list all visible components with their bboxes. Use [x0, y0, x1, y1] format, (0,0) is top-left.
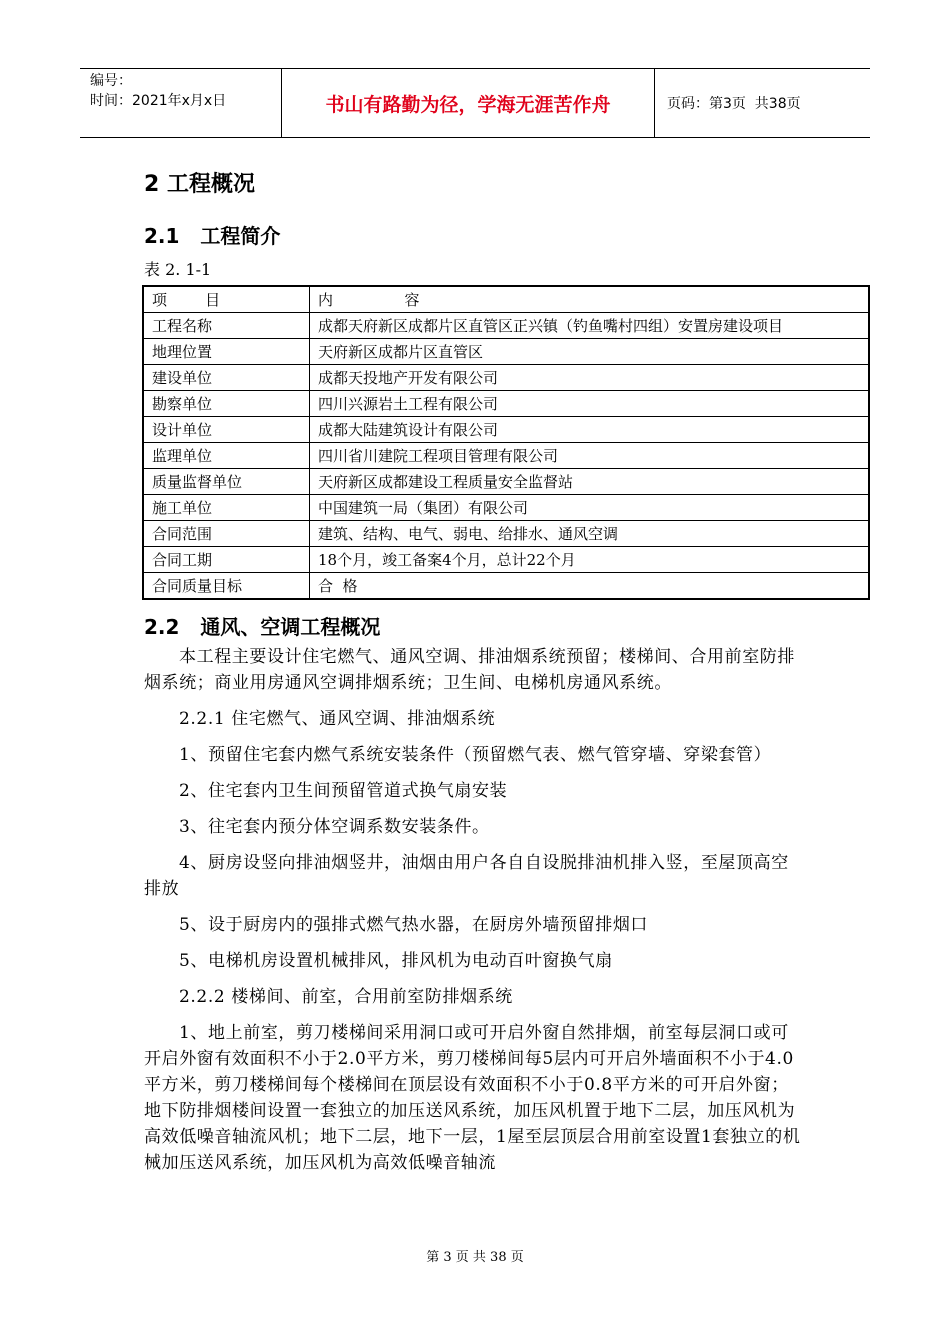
table-cell-content: 中国建筑一局（集团）有限公司: [310, 495, 870, 521]
project-info-table: [142, 285, 870, 600]
header-meta: [80, 69, 282, 137]
page-footer: 第 3 页 共 38 页: [426, 1250, 524, 1265]
section-title: 2 工程概况: [144, 172, 255, 197]
table-row: [143, 495, 869, 521]
header-page-info: 页码：第3页 共38页: [667, 96, 801, 112]
table-row: [143, 365, 869, 391]
table-cell-item: 质量监督单位: [143, 469, 310, 495]
subsection-2-2-1-title: 2.2.1 住宅燃气、通风空调、排油烟系统: [179, 709, 496, 729]
header-motto: 书山有路勤为径，学海无涯苦作舟: [282, 69, 655, 137]
document-time-label: 时间：2021年x月x日: [90, 93, 227, 109]
section-2-1-title: 2.1 工程简介: [144, 224, 281, 248]
page-header: [80, 68, 870, 138]
section-2-2-intro: 本工程主要设计住宅燃气、通风空调、排油烟系统预留；楼梯间、合用前室防排烟系统；商业用房通风空调排烟系统；卫生间、电梯机房通风系统。: [144, 647, 795, 693]
table-cell-content: 天府新区成都建设工程质量安全监督站: [310, 469, 870, 495]
document-body: [144, 165, 806, 1176]
table-row: [143, 573, 869, 600]
table-row: [143, 443, 869, 469]
table-cell-content: 内 容: [310, 286, 870, 313]
subsection-2-2-2-title: 2.2.2 楼梯间、前室，合用前室防排烟系统: [179, 987, 513, 1007]
table-cell-content: 合 格: [310, 573, 870, 600]
table-row: [143, 339, 869, 365]
table-cell-content: 建筑、结构、电气、弱电、给排水、通风空调: [310, 521, 870, 547]
document-number-label: 编号：: [90, 73, 132, 89]
table-cell-item: 合同范围: [143, 521, 310, 547]
list-item: 2、住宅套内卫生间预留管道式换气扇安装: [179, 781, 508, 801]
table-cell-content: 18个月，竣工备案4个月，总计22个月: [310, 547, 870, 573]
list-item: 5、电梯机房设置机械排风，排风机为电动百叶窗换气扇: [179, 951, 613, 971]
table-cell-item: 合同质量目标: [143, 573, 310, 600]
table-row: [143, 313, 869, 339]
table-cell-item: 施工单位: [143, 495, 310, 521]
subsection-2-2-2-paragraph: 1、地上前室，剪刀楼梯间采用洞口或可开启外窗自然排烟，前室每层洞口或可开启外窗有效面积不小于2.0平方米，剪刀楼梯间每5层内可开启外墙面积不小于4.0平方米，剪刀楼梯间每个楼梯间在顶层设有效面积不小于0.8平方米的可开启外窗；地下防排烟楼间设置一套独立的加压送风系统，加压风机置于地下二层，加压风机为高效低噪音轴流风机；地下二层，地下一层，1屋至层顶层合用前室设置1套独立的机械加压送风系统，加压风机为高效低噪音轴流: [144, 1023, 801, 1173]
table-row: [143, 521, 869, 547]
list-item: 1、预留住宅套内燃气系统安装条件（预留燃气表、燃气管穿墙、穿梁套管）: [179, 745, 772, 765]
table-cell-content: 成都天府新区成都片区直管区正兴镇（钓鱼嘴村四组）安置房建设项目: [310, 313, 870, 339]
table-cell-item: 项 目: [143, 286, 310, 313]
table-cell-item: 监理单位: [143, 443, 310, 469]
table-row: [143, 547, 869, 573]
table-cell-content: 成都大陆建筑设计有限公司: [310, 417, 870, 443]
table-cell-item: 地理位置: [143, 339, 310, 365]
subsection-2-2-1-items: [144, 742, 806, 974]
table-caption: 表 2. 1-1: [144, 260, 212, 279]
table-cell-item: 合同工期: [143, 547, 310, 573]
table-row: [143, 391, 869, 417]
table-cell-content: 天府新区成都片区直管区: [310, 339, 870, 365]
section-2-2-title: 2.2 通风、空调工程概况: [144, 615, 381, 639]
table-cell-content: 四川兴源岩土工程有限公司: [310, 391, 870, 417]
table-cell-content: 四川省川建院工程项目管理有限公司: [310, 443, 870, 469]
table-cell-item: 勘察单位: [143, 391, 310, 417]
list-item: 4、厨房设竖向排油烟竖井，油烟由用户各自自设脱排油机排入竖，至屋顶高空排放: [144, 853, 789, 899]
table-row: [143, 469, 869, 495]
table-cell-content: 成都天投地产开发有限公司: [310, 365, 870, 391]
list-item: 3、往宅套内预分体空调系数安装条件。: [179, 817, 490, 837]
table-cell-item: 设计单位: [143, 417, 310, 443]
table-header-row: [143, 286, 869, 313]
table-cell-item: 建设单位: [143, 365, 310, 391]
table-row: [143, 417, 869, 443]
list-item: 5、设于厨房内的强排式燃气热水器，在厨房外墙预留排烟口: [179, 915, 649, 935]
table-cell-item: 工程名称: [143, 313, 310, 339]
